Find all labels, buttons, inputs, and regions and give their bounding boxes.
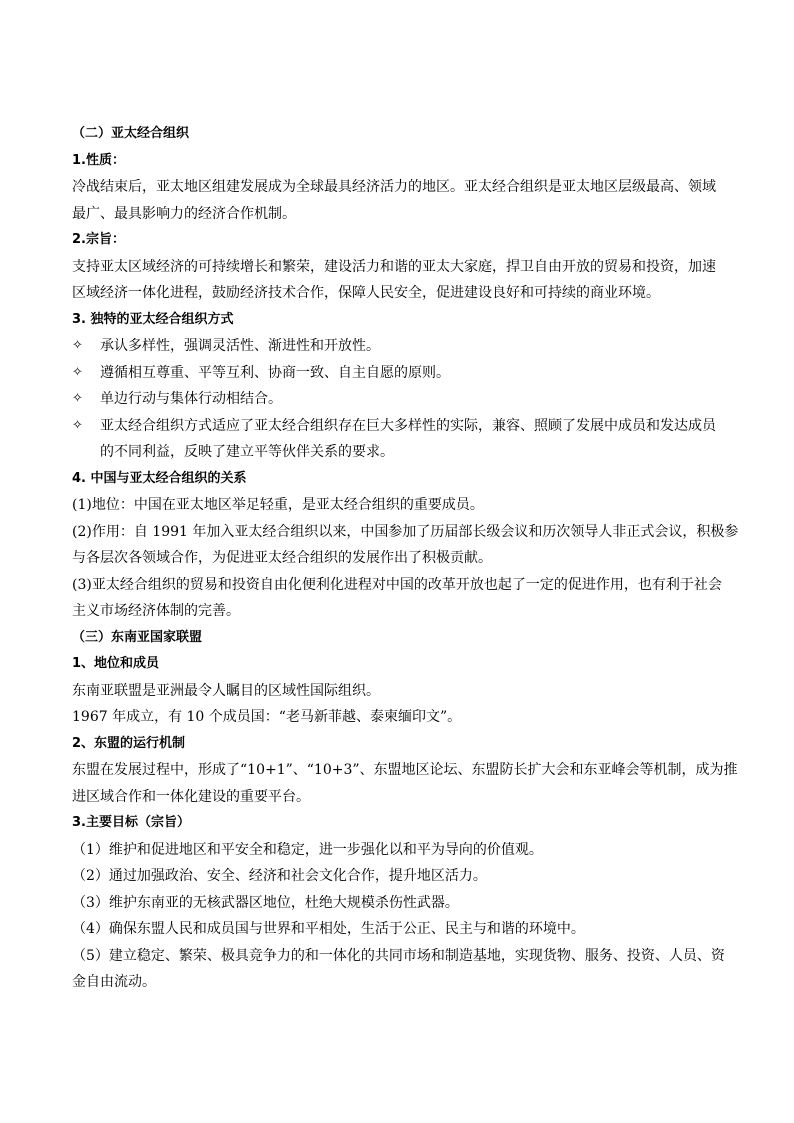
subheading-nature: 1.性质： xyxy=(72,152,125,168)
goal-item: （2）通过加强政治、安全、经济和社会文化合作，提升地区活力。 xyxy=(72,868,487,884)
paragraph-line: 冷战结束后，亚太地区组建发展成为全球最具经济活力的地区。亚太经合组织是亚太地区层级最高、领域 xyxy=(72,179,716,195)
paragraph-line: 东盟在发展过程中，形成了“10+1”、“10+3”、东盟地区论坛、东盟防长扩大会和东亚峰会等机制，成为推 xyxy=(72,762,738,778)
bullet-item xyxy=(72,333,727,360)
bullet-text: 亚太经合组织方式适应了亚太经合组织存在巨大多样性的实际，兼容、照顾了发展中成员和发达成员 xyxy=(100,417,716,434)
section-heading-apec: （二）亚太经合组织 xyxy=(72,126,190,141)
subheading-goals: 3.主要目标（宗旨） xyxy=(72,815,190,830)
paragraph-line: 支持亚太区域经济的可持续增长和繁荣，建设活力和谐的亚太大家庭，捍卫自由开放的贸易和投资，加速 xyxy=(72,258,716,275)
subheading-china-relation: 4. 中国与亚太经合组织的关系 xyxy=(72,470,247,486)
diamond-bullet-icon: ✧ xyxy=(72,338,83,353)
bullet-item xyxy=(72,360,727,387)
paragraph-line: 与各层次各领域合作，为促进亚太经合组织的发展作出了积极贡献。 xyxy=(72,550,492,566)
paragraph-line: 最广、最具影响力的经济合作机制。 xyxy=(72,205,296,222)
paragraph-line: (2)作用：自 1991 年加入亚太经合组织以来，中国参加了历届部长级会议和历次领导人非正式会议，积极参 xyxy=(72,523,739,540)
bullet-text-continued: 的不同利益，反映了建立平等伙伴关系的要求。 xyxy=(100,444,394,460)
goal-item: （3）维护东南亚的无核武器区地位，杜绝大规模杀伤性武器。 xyxy=(72,894,459,911)
goal-item: （5）建立稳定、繁荣、极具竞争力的和一体化的共同市场和制造基地，实现货物、服务、投资、人员、资 xyxy=(72,947,725,964)
paragraph-line: 主义市场经济体制的完善。 xyxy=(72,603,240,619)
bullet-text: 单边行动与集体行动相结合。 xyxy=(100,391,282,407)
bullet-text: 承认多样性，强调灵活性、渐进性和开放性。 xyxy=(100,338,380,354)
section-heading-asean: （三）东南亚国家联盟 xyxy=(72,629,203,645)
subheading-apec-way: 3. 独特的亚太经合组织方式 xyxy=(72,311,234,327)
goal-item: （4）确保东盟人民和成员国与世界和平相处，生活于公正、民主与和谐的环境中。 xyxy=(72,921,585,937)
document-page xyxy=(72,121,739,996)
subheading-mechanism: 2、东盟的运行机制 xyxy=(72,735,186,751)
bullet-item xyxy=(72,386,727,413)
paragraph-line: 东南亚联盟是亚洲最令人瞩目的区域性国际组织。 xyxy=(72,682,380,699)
paragraph-line: 进区域合作和一体化建设的重要平台。 xyxy=(72,788,310,805)
diamond-bullet-icon: ✧ xyxy=(72,391,83,406)
subheading-status: 1、地位和成员 xyxy=(72,656,160,671)
diamond-bullet-icon: ✧ xyxy=(72,417,83,433)
paragraph-line: (1)地位：中国在亚太地区举足轻重，是亚太经合组织的重要成员。 xyxy=(72,497,484,513)
subheading-purpose: 2.宗旨： xyxy=(72,232,125,247)
diamond-bullet-icon: ✧ xyxy=(72,364,83,380)
paragraph-line: 区域经济一体化进程，鼓励经济技术合作，保障人民安全，促进建设良好和可持续的商业环境。 xyxy=(72,285,660,301)
bullet-text: 遵循相互尊重、平等互利、协商一致、自主自愿的原则。 xyxy=(100,364,450,381)
paragraph-line: 1967 年成立，有 10 个成员国：“老马新菲越、泰柬缅印文”。 xyxy=(72,709,462,725)
paragraph-line: (3)亚太经合组织的贸易和投资自由化便利化进程对中国的改革开放也起了一定的促进作用，也有利于社会 xyxy=(72,576,722,593)
goal-item-continued: 金自由流动。 xyxy=(72,974,156,990)
bullet-item xyxy=(72,413,727,440)
goal-item: （1）维护和促进地区和平安全和稳定，进一步强化以和平为导向的价值观。 xyxy=(72,841,543,858)
